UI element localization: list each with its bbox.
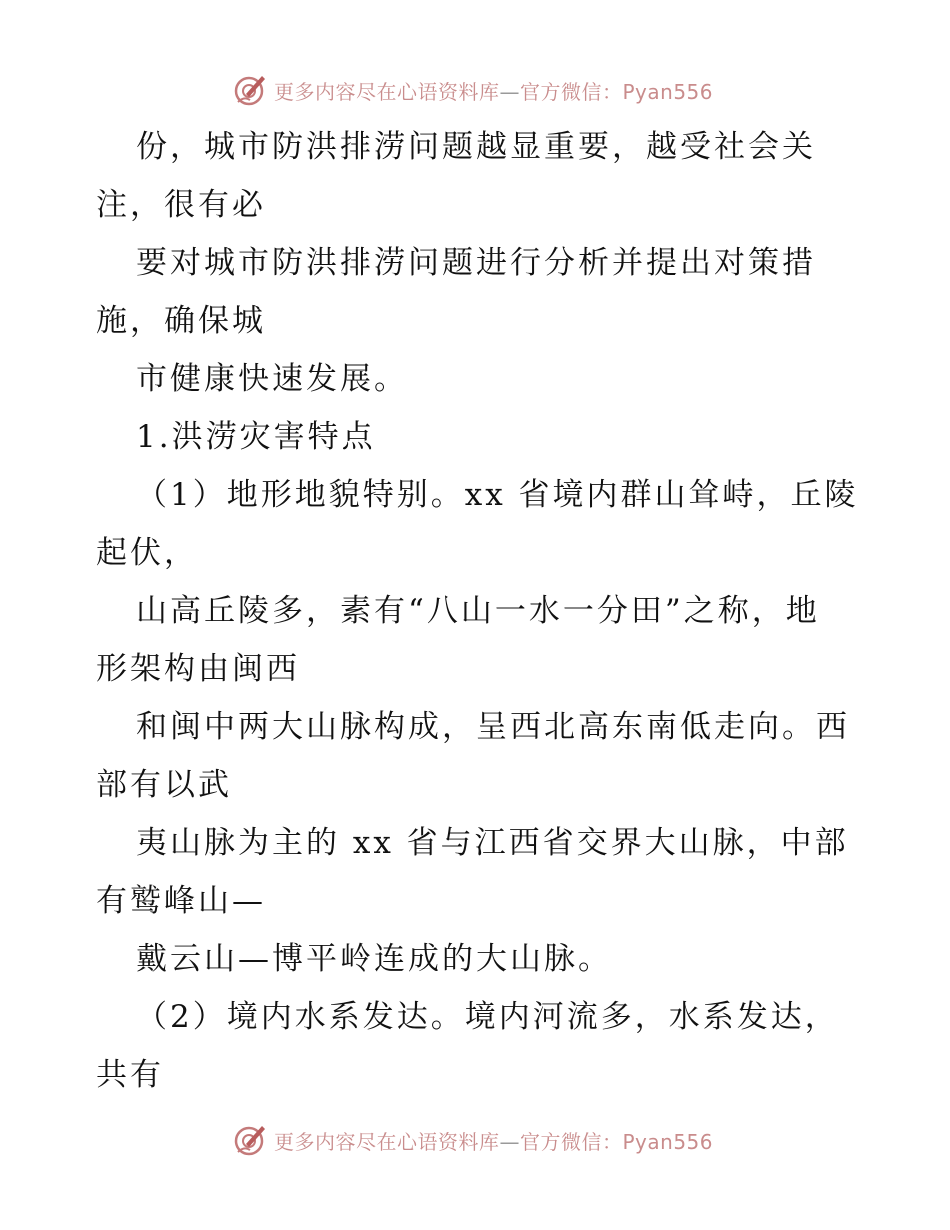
text-line: 市健康快速发展。 (136, 361, 408, 397)
text-line: 山高丘陵多，素有“八山一水一分田”之称，地 (136, 593, 820, 629)
text-line: 共有 (96, 1057, 164, 1093)
text-line: 起伏， (96, 535, 198, 571)
text-line: 注，很有必 (96, 187, 266, 223)
watermark-title: 更多内容尽在心语资料库 (274, 79, 500, 104)
text-line: 有鹫峰山— (96, 883, 266, 919)
text-line: 夷山脉为主的 xx 省与江西省交界大山脉，中部 (136, 825, 849, 861)
text-line: 要对城市防洪排涝问题进行分析并提出对策措 (136, 245, 816, 281)
watermark-text (274, 76, 713, 105)
text-line: 戴云山—博平岭连成的大山脉。 (136, 941, 612, 977)
document-body (96, 118, 859, 1104)
watermark-label: 官方微信： (520, 79, 623, 104)
watermark-title: 更多内容尽在心语资料库 (274, 1129, 500, 1154)
text-line: 份，城市防洪排涝问题越显重要，越受社会关 (136, 129, 816, 165)
pen-logo-icon (232, 72, 268, 108)
watermark-label: 官方微信： (520, 1129, 623, 1154)
text-line: 和闽中两大山脉构成，呈西北高东南低走向。西 (136, 709, 850, 745)
pen-logo-icon (232, 1122, 268, 1158)
text-line: 部有以武 (96, 767, 232, 803)
text-line: （1）地形地貌特别。xx 省境内群山耸峙，丘陵 (136, 477, 859, 513)
watermark-dash: — (499, 1129, 520, 1154)
text-line: 形架构由闽西 (96, 651, 300, 687)
text-line: 1.洪涝灾害特点 (136, 419, 376, 455)
watermark-text (274, 1126, 713, 1155)
text-line: 施，确保城 (96, 303, 266, 339)
text-line: （2）境内水系发达。境内河流多，水系发达， (136, 999, 839, 1035)
header-watermark (232, 70, 713, 110)
watermark-id: Pyan556 (622, 1129, 714, 1154)
footer-watermark (232, 1120, 713, 1160)
watermark-id: Pyan556 (622, 79, 714, 104)
watermark-dash: — (499, 79, 520, 104)
